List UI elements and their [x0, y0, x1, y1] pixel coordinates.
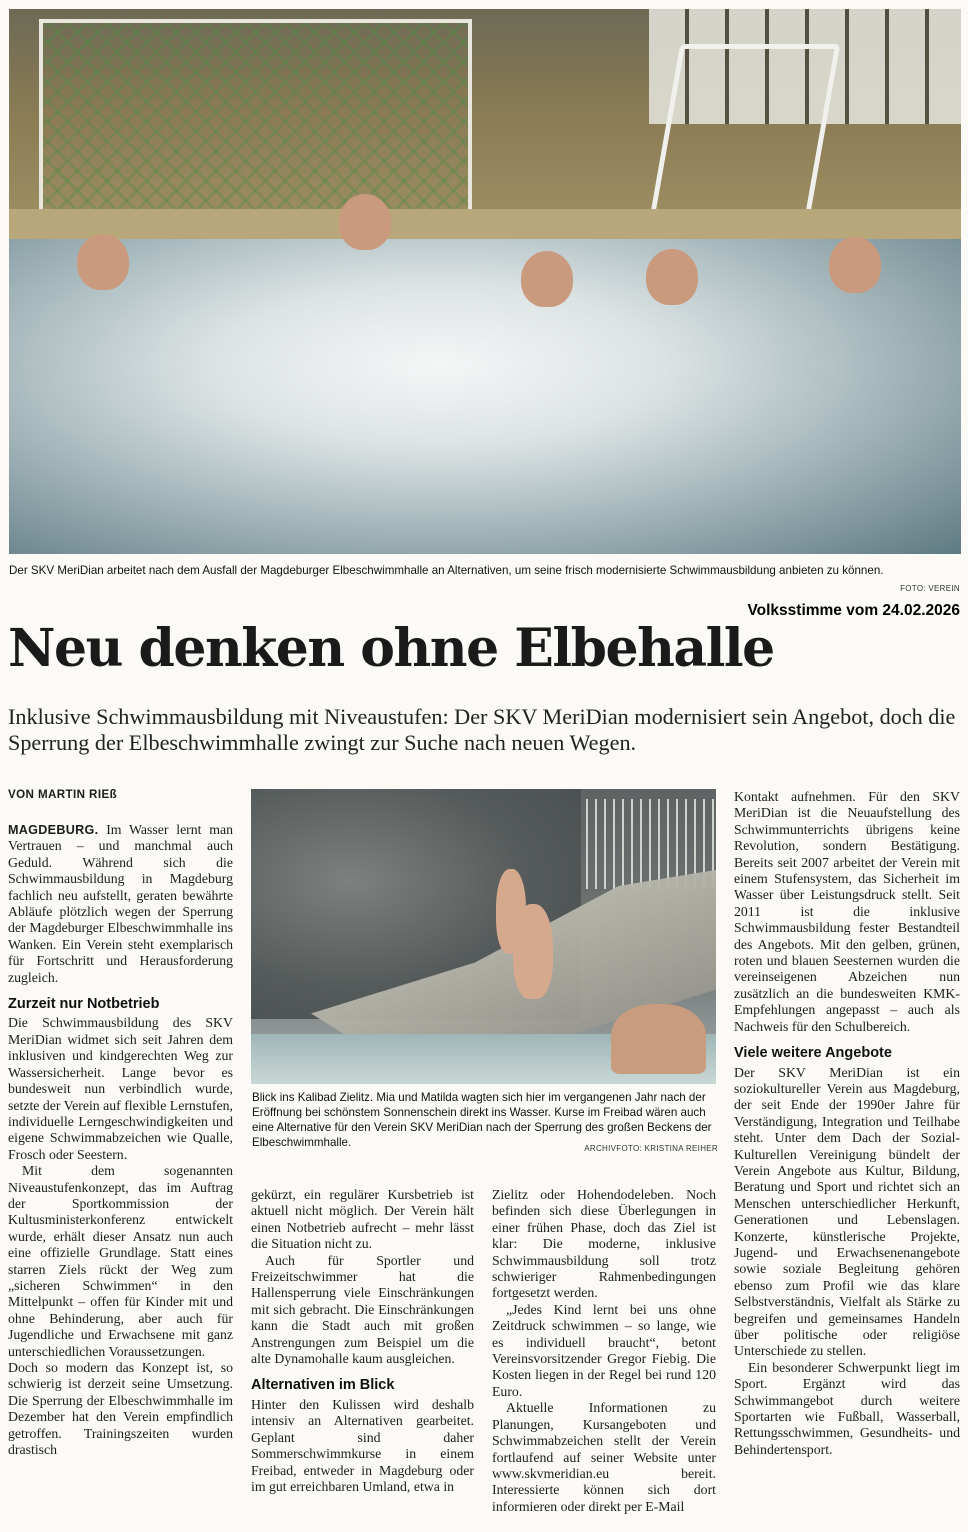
article-column-2 [251, 1187, 474, 1495]
article-column-3 [492, 1187, 716, 1515]
paragraph: Die Schwimmausbildung des SKV MeriDian widmet sich seit Jahren dem inklusiven und kindgerechten Weg zur Wassersicherheit. Lange bevor es bundesweit nun verbindlich wurde, setzte der Verein auf flexible Lernstufen, individuelle Lerngeschwindigkeiten und eigene Schwimmabzeichen wie Qualle, Frosch oder Seestern. [8, 1015, 233, 1162]
man-figure [611, 1004, 706, 1074]
top-photo-credit: FOTO: VEREIN [900, 584, 960, 593]
dateline: MAGDEBURG. [8, 823, 99, 837]
slide-photo-caption: Blick ins Kalibad Zielitz. Mia und Matilda wagten sich hier im vergangenen Jahr nach der Eröffnung bei schönstem Sonnenschein direkt ins Wasser. Kurse im Freibad wären auch eine Alternative für den Verein SKV MeriDian nach der Sperrung des großen Beckens der Elbeschwimmhalle. [252, 1091, 712, 1149]
girl-figure [513, 904, 553, 999]
goal-net [39, 19, 472, 222]
section-heading: Viele weitere Angebote [734, 1045, 892, 1062]
child-figure [521, 251, 573, 307]
paragraph: Kontakt aufnehmen. Für den SKV MeriDian ist die Neuaufstellung des Schwimmunterrichts übrigens keine Revolution, sondern Bestätigung. Bereits seit 2007 arbeitet der Verein mit einem Stufensystem, das Sicherheit im Wasser über Leistungsdruck stellt. Seit 2011 ist die inklusive Schwimmausbildung fester Bestandteil des Angebots. Mit den gelben, grünen, roten und blauen Seesternen wurden die vereinseigenen Abzeichen nun zusätzlich an die bundesweiten KMK-Empfehlungen angepasst – auch als Nachweis für den Schulbereich. [734, 789, 960, 1034]
intro-paragraph [8, 822, 233, 986]
paragraph: Doch so modern das Konzept ist, so schwierig ist derzeit seine Umsetzung. Die Sperrung der Elbeschwimmhalle im Dezember hat den Verein empfindlich getroffen. Trainingszeiten wurden drastisch [8, 1360, 233, 1458]
slide-photo-credit: ARCHIVFOTO: KRISTINA REIHER [584, 1144, 718, 1153]
paragraph: Aktuelle Informationen zu Planungen, Kursangeboten und Schwimmabzeichen stellt der Verein fortlaufend auf seiner Website unter www.skvmeridian.eu bereit. Interessierte können sich dort informieren oder direkt per E-Mail [492, 1400, 716, 1514]
child-figure [829, 237, 881, 293]
headline: Neu denken ohne Elbehalle [8, 618, 774, 679]
paragraph: Der SKV MeriDian ist ein soziokultureller Verein aus Magdeburg, der seit Ende der 1990er Jahre für Verständigung, Integration und Teilhabe steht. Unter dem Dach der Sozial-Kulturellen Vereinigung bündelt der Verein Angebote aus Kultur, Bildung, Beratung und Sport und richtet sich an Menschen unterschiedlicher Herkunft, Generationen und Lebenslagen. Konzerte, künstlerische Projekte, Jugend- und Erwachsenenangebote sowie soziale Begleitung gehören ebenso zum Profil wie das klare Selbstverständnis, Vielfalt als Stärke zu begreifen und gemeinsames Handeln über politische oder religiöse Unterschiede zu stellen. [734, 1064, 960, 1359]
byline: VON MARTIN RIEß [8, 788, 118, 801]
paragraph: Ein besonderer Schwerpunkt liegt im Sport. Ergänzt wird das Schwimmangebot durch weitere Sportarten wie Fußball, Wasserball, Rettungsschwimmen, Gesundheits- und Behindertensport. [734, 1359, 960, 1457]
paragraph: gekürzt, ein regulärer Kursbetrieb ist aktuell nicht möglich. Der Verein hält einen Notbetrieb aufrecht – mehr lässt die Situation nicht zu. [251, 1187, 474, 1252]
intro-text: Im Wasser lernt man Vertrauen – und manchmal auch Geduld. Während sich die Schwimmausbildung in Magdeburg fachlich neu aufstellt, geraten bewährte Abläufe plötzlich wegen der Sperrung der Magdeburger Elbeschwimmhalle ins Wanken. Ein Verein steht exemplarisch für Fortschritt und Herausforderung zugleich. [8, 822, 233, 985]
child-figure [339, 194, 391, 250]
article-column-4 [734, 789, 960, 1458]
paragraph: Auch für Sportler und Freizeitschwimmer hat die Hallensperrung viele Einschränkungen mit sich gebracht. Die Einschränkungen kann die Stadt auch mit großen Anstrengungen zum Beispiel um die alte Dynamohalle kaum ausgleichen. [251, 1252, 474, 1367]
paragraph: Mit dem sogenannten Niveaustufenkonzept, das im Auftrag der Sportkommission der Kultusministerkonferenz entwickelt wurde, erhält dieser Ansatz nun auch eine offizielle Grundlage. Statt eines starren Ziels rückt der Weg zum „sicheren Schwimmen“ in den Mittelpunkt – offen für Kinder mit und ohne Behinderung, aber auch für Jugendliche und Erwachsene mit ganz unterschiedlichen Voraussetzungen. [8, 1163, 233, 1359]
section-heading: Alternativen im Blick [251, 1377, 395, 1394]
source-label: Volksstimme vom 24.02.2026 [747, 602, 960, 619]
child-figure [77, 234, 129, 290]
child-figure [646, 249, 698, 305]
paragraph: „Jedes Kind lernt bei uns ohne Zeitdruck schwimmen – so lange, wie es individuell braucht“, betont Vereinsvorsitzender Gregor Fiebig. Die Kosten liegen in der Regel bei rund 120 Euro. [492, 1301, 716, 1399]
top-photo-caption: Der SKV MeriDian arbeitet nach dem Ausfall der Magdeburger Elbeschwimmhalle an Alternativen, um seine frisch modernisierte Schwimmausbildung anbieten zu können. [9, 564, 884, 577]
water-splash [9, 239, 961, 554]
section-heading: Zurzeit nur Notbetrieb [8, 996, 160, 1013]
pool-lounger [648, 44, 841, 229]
article-column-1 [8, 822, 233, 1458]
subheadline: Inklusive Schwimmausbildung mit Niveaustufen: Der SKV MeriDian modernisiert sein Angebot, doch die Sperrung der Elbeschwimmhalle zwingt zur Suche nach neuen Wegen. [8, 704, 956, 755]
slide-photo [251, 789, 716, 1084]
paragraph: Hinter den Kulissen wird deshalb intensiv an Alternativen gearbeitet. Geplant sind daher Sommerschwimmkurse in einem Freibad, entweder in Magdeburg oder im gut erreichbaren Umland, etwa in [251, 1396, 474, 1494]
paragraph: Zielitz oder Hohendodeleben. Noch befinden sich diese Überlegungen in einer frühen Phase, doch das Ziel ist klar: Die moderne, inklusive Schwimmausbildung soll trotz schwieriger Rahmenbedingungen fortgesetzt werden. [492, 1187, 716, 1301]
top-photo [9, 9, 961, 554]
